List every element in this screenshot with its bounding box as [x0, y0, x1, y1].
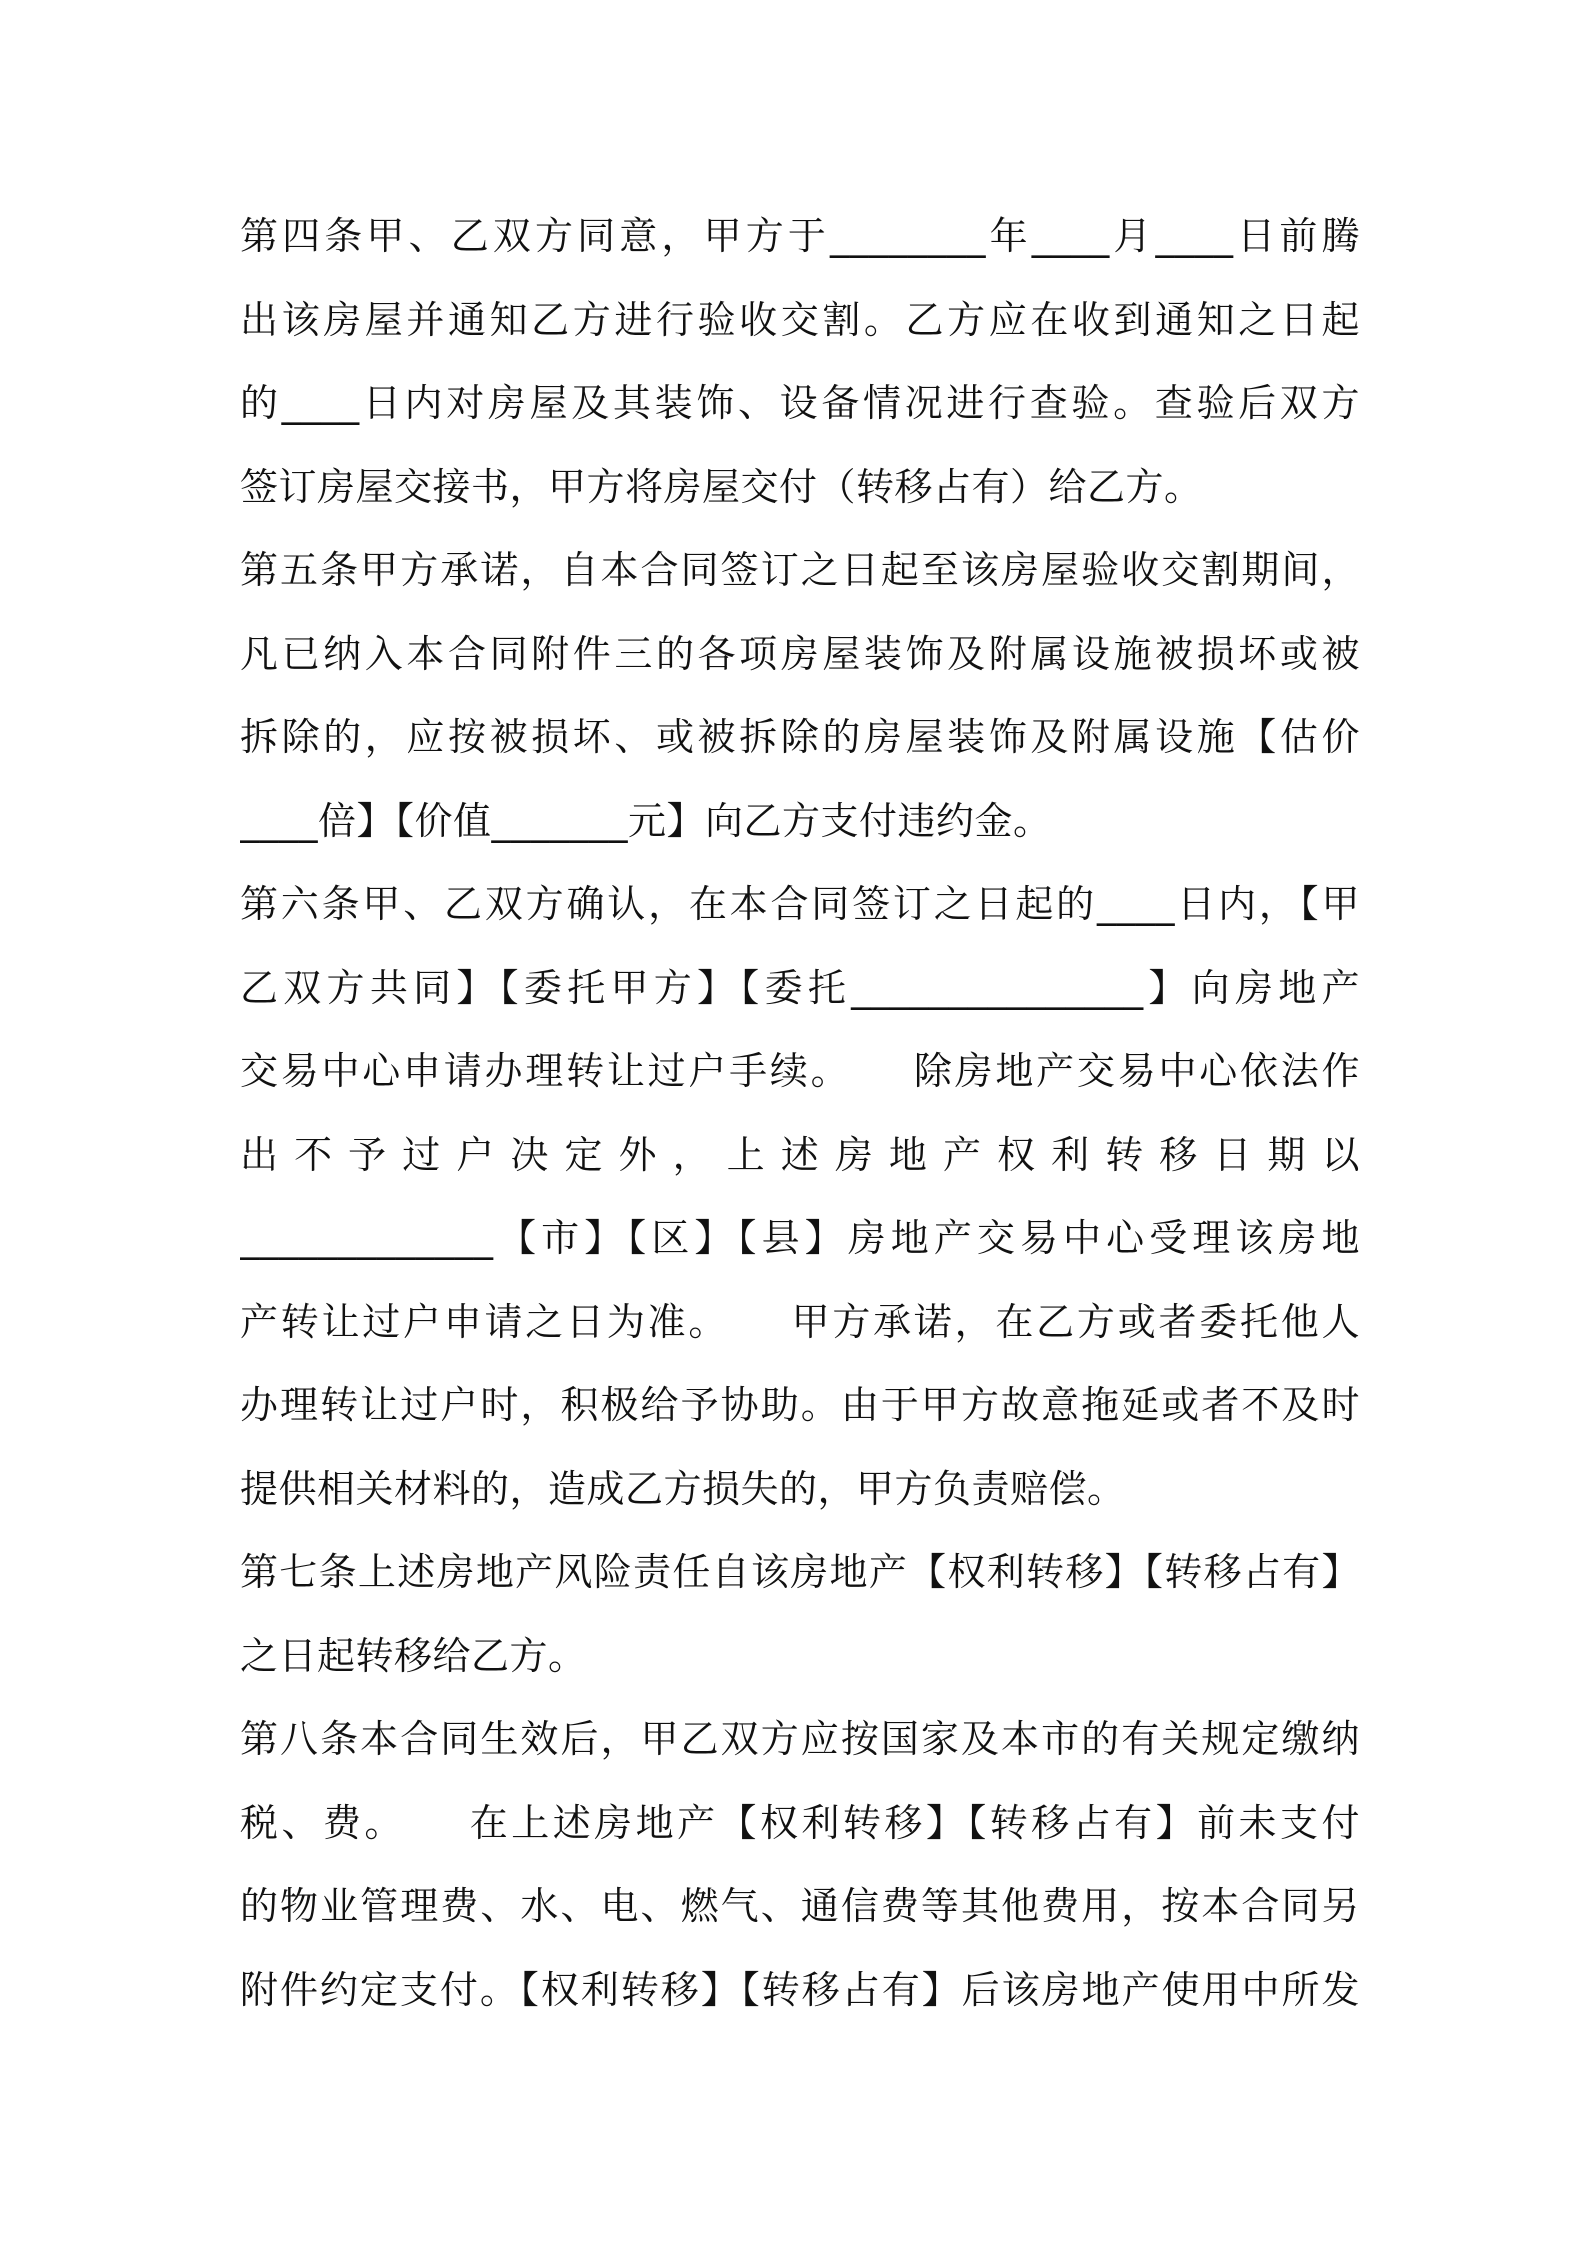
text-line: 拆除的，应按被损坏、或被拆除的房屋装饰及附属设施【估价 — [240, 715, 1360, 759]
text-line: 办理转让过户时，积极给予协助。由于甲方故意拖延或者不及时 — [240, 1383, 1360, 1427]
text-line: ____倍】【价值_______元】向乙方支付违约金。 — [240, 798, 1052, 843]
text-line: 乙双方共同】【委托甲方】【委托_______________】向房地产 — [240, 965, 1360, 1010]
text-line: 凡已纳入本合同附件三的各项房屋装饰及附属设施被损坏或被 — [240, 631, 1360, 676]
contract-text — [240, 195, 1360, 2032]
text-line: 第六条甲、乙双方确认，在本合同签订之日起的____日内，【甲 — [240, 882, 1360, 926]
text-line: 税、费。 在上述房地产【权利转移】【转移占有】前未支付 — [240, 1800, 1360, 1845]
text-line: 签订房屋交接书，甲方将房屋交付（转移占有）给乙方。 — [240, 464, 1203, 509]
text-line: 的物业管理费、水、电、燃气、通信费等其他费用，按本合同另 — [240, 1884, 1360, 1928]
text-line: 之日起转移给乙方。 — [240, 1633, 587, 1678]
text-line: _____________【市】【区】【县】房地产交易中心受理该房地 — [240, 1216, 1360, 1260]
text-line: 附件约定支付。【权利转移】【转移占有】后该房地产使用中所发 — [240, 1967, 1360, 2012]
text-line: 第七条上述房地产风险责任自该房地产【权利转移】【转移占有】 — [240, 1550, 1360, 1594]
text-line: 第四条甲、乙双方同意，甲方于________年____月____日前腾 — [240, 214, 1360, 258]
text-line: 第八条本合同生效后，甲乙双方应按国家及本市的有关规定缴纳 — [240, 1717, 1360, 1761]
text-line: 提供相关材料的，造成乙方损失的，甲方负责赔偿。 — [240, 1466, 1126, 1511]
text-line: 出不予过户决定外，上述房地产权利转移日期以 — [240, 1132, 1360, 1177]
text-line: 出该房屋并通知乙方进行验收交割。乙方应在收到通知之日起 — [240, 297, 1360, 342]
text-line: 产转让过户申请之日为准。 甲方承诺，在乙方或者委托他人 — [240, 1299, 1360, 1344]
text-line: 交易中心申请办理转让过户手续。 除房地产交易中心依法作 — [240, 1049, 1360, 1093]
text-line: 的____日内对房屋及其装饰、设备情况进行查验。查验后双方 — [240, 381, 1360, 425]
text-line: 第五条甲方承诺，自本合同签订之日起至该房屋验收交割期间， — [240, 548, 1360, 592]
